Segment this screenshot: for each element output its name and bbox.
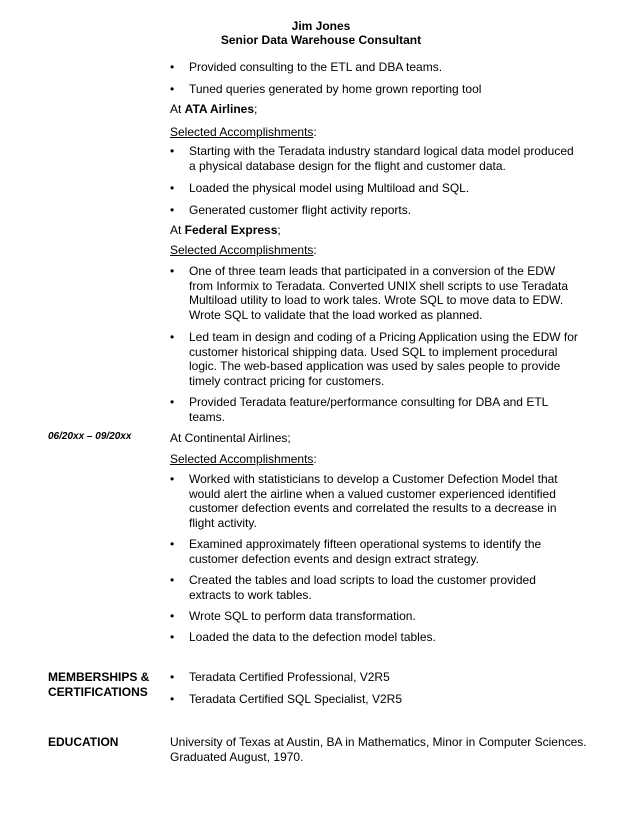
list-item: • Teradata Certified SQL Specialist, V2R5 [170, 692, 402, 706]
section-label-education: EDUCATION [48, 735, 119, 749]
accomplishments-label: Selected Accomplishments: [170, 452, 317, 466]
list-item: • Wrote SQL to perform data transformation. [170, 609, 416, 623]
resume-header [0, 19, 638, 47]
accomplishments-label: Selected Accomplishments: [170, 243, 317, 257]
employer-ata: At ATA Airlines; [170, 102, 258, 116]
education-line: University of Texas at Austin, BA in Mathematics, Minor in Computer Sciences. [170, 735, 587, 749]
list-item: • Created the tables and load scripts to load the customer provided extracts to work tables. [170, 573, 536, 602]
date-range: 06/20xx – 09/20xx [48, 431, 132, 442]
list-item: • Provided Teradata feature/performance consulting for DBA and ETL teams. [170, 395, 548, 424]
list-item: • Starting with the Teradata industry standard logical data model produced a physical database design for the flight and customer data. [170, 144, 574, 173]
list-item: • Provided consulting to the ETL and DBA teams. [170, 60, 443, 74]
list-item: • Worked with statisticians to develop a Customer Defection Model that would alert the airline when a valued customer experienced identified customer defection events and correlated the results to a decrease in flight activity. [170, 472, 558, 530]
employer-continental: At Continental Airlines; [170, 431, 291, 445]
list-item: • Tuned queries generated by home grown reporting tool [170, 82, 482, 96]
employer-fedex: At Federal Express; [170, 223, 281, 237]
list-item: • One of three team leads that participated in a conversion of the EDW from Informix to Teradata. Converted UNIX shell scripts to use Teradata Multiload utility to load to work tales. Wrote SQL to move data to EDW. Wrote SQL to validate that the load worked as planned. [170, 264, 569, 322]
list-item: • Loaded the data to the defection model tables. [170, 630, 436, 644]
list-item: • Generated customer flight activity reports. [170, 203, 412, 217]
list-item: • Loaded the physical model using Multiload and SQL. [170, 181, 470, 195]
list-item: • Teradata Certified Professional, V2R5 [170, 670, 390, 684]
list-item: • Led team in design and coding of a Pricing Application using the EDW for customer historical shipping data. Used SQL to implement procedural logic. The web-based application was used by sales people to provide timely contract pricing for customers. [170, 330, 578, 388]
education-line: Graduated August, 1970. [170, 750, 304, 764]
accomplishments-label: Selected Accomplishments: [170, 125, 317, 139]
candidate-title: Senior Data Warehouse Consultant [220, 33, 422, 47]
section-label-memberships: MEMBERSHIPS & CERTIFICATIONS [48, 670, 150, 699]
list-item: • Examined approximately fifteen operational systems to identify the customer defection events and design extract strategy. [170, 537, 542, 566]
candidate-name: Jim Jones [291, 19, 351, 33]
